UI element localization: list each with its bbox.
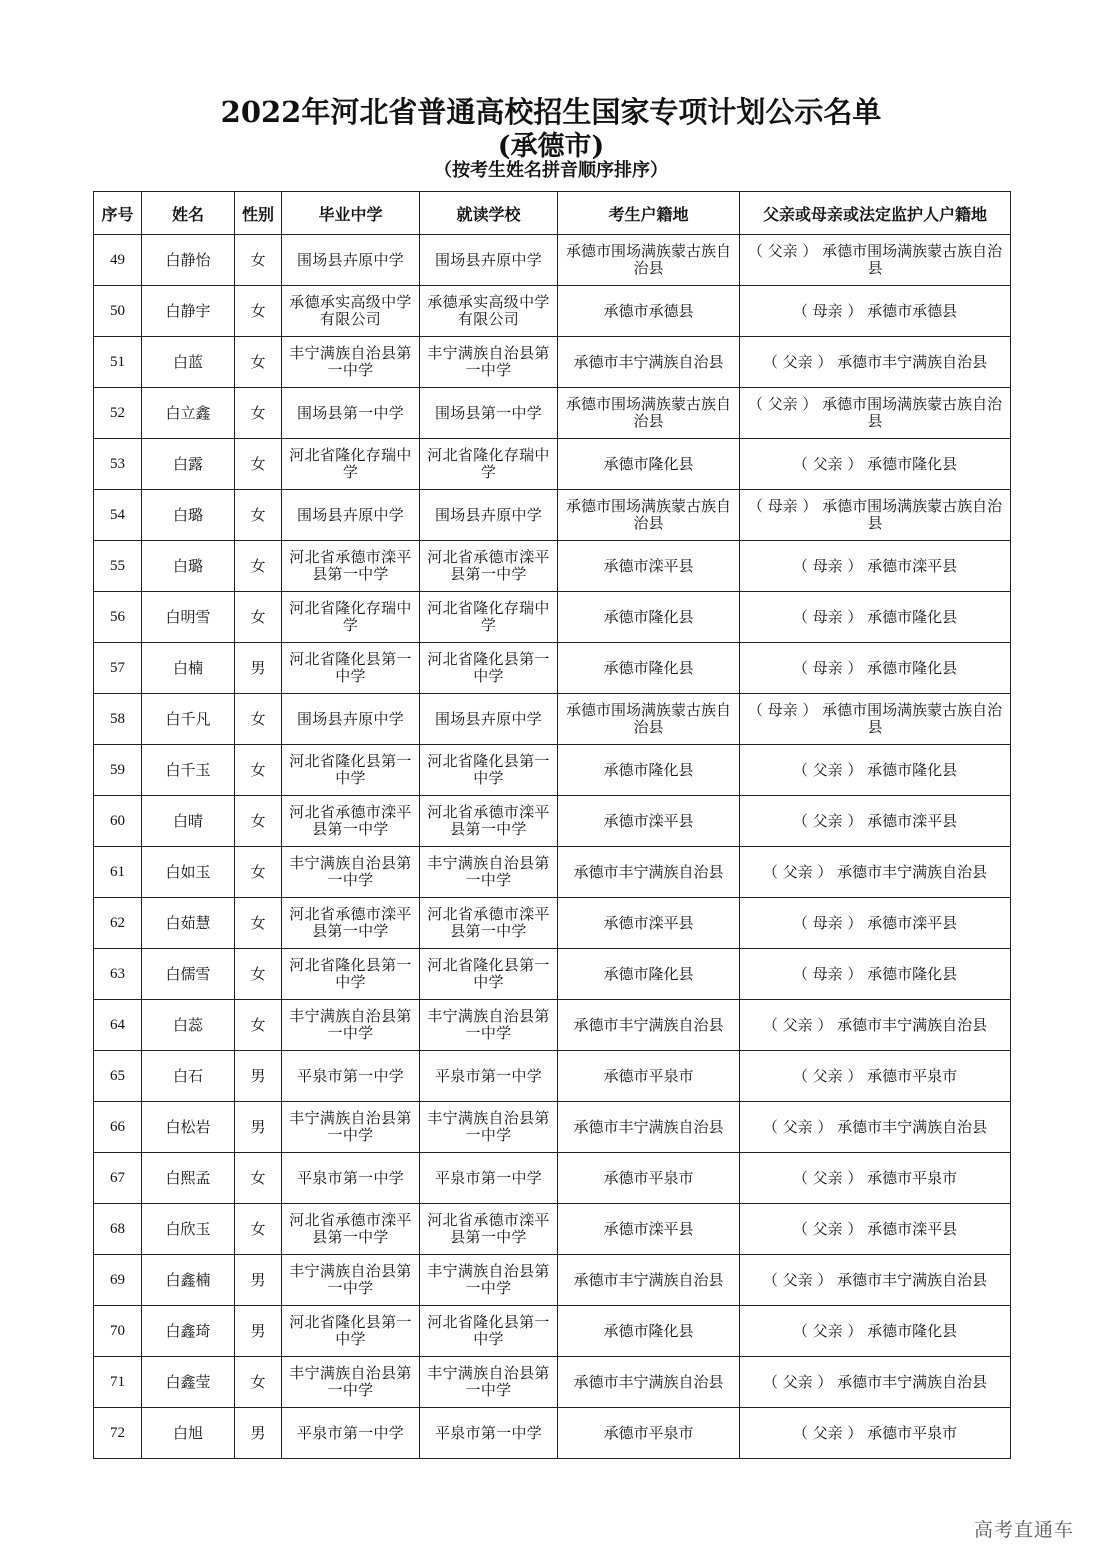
graduation-school-cell: 丰宁满族自治县第一中学 (282, 337, 420, 388)
graduation-school-cell: 平泉市第一中学 (282, 1408, 420, 1459)
guardian-residence-cell: （ 父亲 ） 承德市围场满族蒙古族自治县 (740, 235, 1011, 286)
guardian-residence-cell: （ 父亲 ） 承德市丰宁满族自治县 (740, 1102, 1011, 1153)
student-residence-cell: 承德市隆化县 (558, 439, 740, 490)
graduation-school-cell: 平泉市第一中学 (282, 1051, 420, 1102)
gender-cell: 男 (235, 1408, 282, 1459)
table-row (94, 1204, 1011, 1255)
seq-cell: 65 (94, 1051, 142, 1102)
current-school-cell: 围场县卉原中学 (420, 694, 558, 745)
gender-cell: 女 (235, 1204, 282, 1255)
col-header-guardian-residence: 父亲或母亲或法定监护人户籍地 (740, 192, 1011, 235)
watermark-text: 高考直通车 (973, 1519, 1074, 1541)
guardian-residence-cell: （ 母亲 ） 承德市滦平县 (740, 541, 1011, 592)
name-cell: 白儒雪 (142, 949, 235, 1000)
current-school-cell: 围场县卉原中学 (420, 235, 558, 286)
current-school-cell: 平泉市第一中学 (420, 1153, 558, 1204)
guardian-residence-cell: （ 父亲 ） 承德市丰宁满族自治县 (740, 847, 1011, 898)
graduation-school-cell: 河北省承德市滦平县第一中学 (282, 898, 420, 949)
graduation-school-cell: 河北省承德市滦平县第一中学 (282, 796, 420, 847)
graduation-school-cell: 围场县卉原中学 (282, 235, 420, 286)
seq-cell: 67 (94, 1153, 142, 1204)
name-cell: 白千凡 (142, 694, 235, 745)
student-residence-cell: 承德市丰宁满族自治县 (558, 1255, 740, 1306)
guardian-residence-cell: （ 母亲 ） 承德市隆化县 (740, 643, 1011, 694)
current-school-cell: 河北省隆化存瑞中学 (420, 592, 558, 643)
seq-cell: 53 (94, 439, 142, 490)
gender-cell: 女 (235, 796, 282, 847)
name-cell: 白鑫琦 (142, 1306, 235, 1357)
guardian-residence-cell: （ 母亲 ） 承德市承德县 (740, 286, 1011, 337)
current-school-cell: 河北省隆化存瑞中学 (420, 439, 558, 490)
current-school-cell: 丰宁满族自治县第一中学 (420, 847, 558, 898)
gender-cell: 女 (235, 286, 282, 337)
guardian-residence-cell: （ 母亲 ） 承德市围场满族蒙古族自治县 (740, 490, 1011, 541)
gender-cell: 女 (235, 439, 282, 490)
graduation-school-cell: 河北省承德市滦平县第一中学 (282, 1204, 420, 1255)
seq-cell: 62 (94, 898, 142, 949)
graduation-school-cell: 丰宁满族自治县第一中学 (282, 1357, 420, 1408)
student-residence-cell: 承德市平泉市 (558, 1153, 740, 1204)
table-row (94, 1051, 1011, 1102)
current-school-cell: 河北省隆化县第一中学 (420, 1306, 558, 1357)
table-row (94, 1357, 1011, 1408)
seq-cell: 63 (94, 949, 142, 1000)
current-school-cell: 丰宁满族自治县第一中学 (420, 1000, 558, 1051)
graduation-school-cell: 平泉市第一中学 (282, 1153, 420, 1204)
guardian-residence-cell: （ 父亲 ） 承德市围场满族蒙古族自治县 (740, 388, 1011, 439)
table-row (94, 898, 1011, 949)
name-cell: 白静宇 (142, 286, 235, 337)
current-school-cell: 河北省承德市滦平县第一中学 (420, 541, 558, 592)
guardian-residence-cell: （ 母亲 ） 承德市隆化县 (740, 592, 1011, 643)
name-cell: 白石 (142, 1051, 235, 1102)
guardian-residence-cell: （ 母亲 ） 承德市围场满族蒙古族自治县 (740, 694, 1011, 745)
current-school-cell: 河北省隆化县第一中学 (420, 745, 558, 796)
student-residence-cell: 承德市围场满族蒙古族自治县 (558, 235, 740, 286)
current-school-cell: 平泉市第一中学 (420, 1051, 558, 1102)
seq-cell: 49 (94, 235, 142, 286)
name-cell: 白旭 (142, 1408, 235, 1459)
table-row (94, 1153, 1011, 1204)
table-row (94, 847, 1011, 898)
gender-cell: 女 (235, 1000, 282, 1051)
seq-cell: 59 (94, 745, 142, 796)
name-cell: 白松岩 (142, 1102, 235, 1153)
gender-cell: 女 (235, 898, 282, 949)
table-row (94, 694, 1011, 745)
gender-cell: 女 (235, 1357, 282, 1408)
graduation-school-cell: 河北省隆化存瑞中学 (282, 592, 420, 643)
seq-cell: 64 (94, 1000, 142, 1051)
graduation-school-cell: 河北省隆化县第一中学 (282, 1306, 420, 1357)
table-row (94, 1000, 1011, 1051)
table-row (94, 592, 1011, 643)
graduation-school-cell: 河北省隆化县第一中学 (282, 949, 420, 1000)
seq-cell: 56 (94, 592, 142, 643)
table-row (94, 1306, 1011, 1357)
guardian-residence-cell: （ 父亲 ） 承德市丰宁满族自治县 (740, 337, 1011, 388)
gender-cell: 男 (235, 1102, 282, 1153)
student-residence-cell: 承德市滦平县 (558, 796, 740, 847)
name-cell: 白茹慧 (142, 898, 235, 949)
graduation-school-cell: 丰宁满族自治县第一中学 (282, 1102, 420, 1153)
table-row (94, 643, 1011, 694)
guardian-residence-cell: （ 父亲 ） 承德市滦平县 (740, 1204, 1011, 1255)
seq-cell: 71 (94, 1357, 142, 1408)
student-residence-cell: 承德市隆化县 (558, 1306, 740, 1357)
name-cell: 白蕊 (142, 1000, 235, 1051)
table-row (94, 949, 1011, 1000)
name-cell: 白千玉 (142, 745, 235, 796)
table-row (94, 439, 1011, 490)
current-school-cell: 围场县第一中学 (420, 388, 558, 439)
name-cell: 白明雪 (142, 592, 235, 643)
gender-cell: 男 (235, 1306, 282, 1357)
student-residence-cell: 承德市平泉市 (558, 1051, 740, 1102)
name-cell: 白璐 (142, 490, 235, 541)
graduation-school-cell: 河北省隆化存瑞中学 (282, 439, 420, 490)
graduation-school-cell: 围场县第一中学 (282, 388, 420, 439)
graduation-school-cell: 围场县卉原中学 (282, 694, 420, 745)
table-row (94, 388, 1011, 439)
roster-table (93, 191, 1011, 1459)
current-school-cell: 河北省承德市滦平县第一中学 (420, 898, 558, 949)
student-residence-cell: 承德市隆化县 (558, 643, 740, 694)
student-residence-cell: 承德市平泉市 (558, 1408, 740, 1459)
seq-cell: 58 (94, 694, 142, 745)
guardian-residence-cell: （ 父亲 ） 承德市丰宁满族自治县 (740, 1255, 1011, 1306)
col-header-student-residence: 考生户籍地 (558, 192, 740, 235)
guardian-residence-cell: （ 父亲 ） 承德市隆化县 (740, 745, 1011, 796)
seq-cell: 51 (94, 337, 142, 388)
guardian-residence-cell: （ 父亲 ） 承德市隆化县 (740, 1306, 1011, 1357)
gender-cell: 女 (235, 694, 282, 745)
guardian-residence-cell: （ 父亲 ） 承德市平泉市 (740, 1408, 1011, 1459)
current-school-cell: 围场县卉原中学 (420, 490, 558, 541)
graduation-school-cell: 丰宁满族自治县第一中学 (282, 847, 420, 898)
name-cell: 白露 (142, 439, 235, 490)
col-header-gender: 性别 (235, 192, 282, 235)
student-residence-cell: 承德市丰宁满族自治县 (558, 847, 740, 898)
student-residence-cell: 承德市滦平县 (558, 1204, 740, 1255)
student-residence-cell: 承德市围场满族蒙古族自治县 (558, 694, 740, 745)
student-residence-cell: 承德市丰宁满族自治县 (558, 1000, 740, 1051)
student-residence-cell: 承德市围场满族蒙古族自治县 (558, 490, 740, 541)
graduation-school-cell: 河北省承德市滦平县第一中学 (282, 541, 420, 592)
page-title: 2022年河北省普通高校招生国家专项计划公示名单 (220, 95, 882, 129)
seq-cell: 69 (94, 1255, 142, 1306)
name-cell: 白静怡 (142, 235, 235, 286)
gender-cell: 男 (235, 1255, 282, 1306)
table-row (94, 1255, 1011, 1306)
page-subtitle: (承德市) (497, 131, 605, 162)
student-residence-cell: 承德市丰宁满族自治县 (558, 1102, 740, 1153)
col-header-current-school: 就读学校 (420, 192, 558, 235)
gender-cell: 女 (235, 949, 282, 1000)
gender-cell: 男 (235, 643, 282, 694)
table-row (94, 1102, 1011, 1153)
student-residence-cell: 承德市承德县 (558, 286, 740, 337)
gender-cell: 女 (235, 490, 282, 541)
gender-cell: 男 (235, 1051, 282, 1102)
current-school-cell: 丰宁满族自治县第一中学 (420, 1255, 558, 1306)
current-school-cell: 丰宁满族自治县第一中学 (420, 1357, 558, 1408)
col-header-graduation-school: 毕业中学 (282, 192, 420, 235)
current-school-cell: 河北省承德市滦平县第一中学 (420, 1204, 558, 1255)
student-residence-cell: 承德市围场满族蒙古族自治县 (558, 388, 740, 439)
guardian-residence-cell: （ 父亲 ） 承德市滦平县 (740, 796, 1011, 847)
name-cell: 白楠 (142, 643, 235, 694)
name-cell: 白立鑫 (142, 388, 235, 439)
current-school-cell: 河北省隆化县第一中学 (420, 949, 558, 1000)
current-school-cell: 河北省隆化县第一中学 (420, 643, 558, 694)
gender-cell: 女 (235, 541, 282, 592)
table-row (94, 286, 1011, 337)
gender-cell: 女 (235, 847, 282, 898)
seq-cell: 52 (94, 388, 142, 439)
name-cell: 白熙孟 (142, 1153, 235, 1204)
guardian-residence-cell: （ 父亲 ） 承德市平泉市 (740, 1153, 1011, 1204)
current-school-cell: 丰宁满族自治县第一中学 (420, 1102, 558, 1153)
gender-cell: 女 (235, 337, 282, 388)
name-cell: 白璐 (142, 541, 235, 592)
seq-cell: 61 (94, 847, 142, 898)
guardian-residence-cell: （ 父亲 ） 承德市隆化县 (740, 439, 1011, 490)
student-residence-cell: 承德市隆化县 (558, 592, 740, 643)
seq-cell: 55 (94, 541, 142, 592)
graduation-school-cell: 河北省隆化县第一中学 (282, 643, 420, 694)
gender-cell: 女 (235, 592, 282, 643)
gender-cell: 女 (235, 235, 282, 286)
table-row (94, 541, 1011, 592)
graduation-school-cell: 围场县卉原中学 (282, 490, 420, 541)
col-header-seq: 序号 (94, 192, 142, 235)
seq-cell: 68 (94, 1204, 142, 1255)
col-header-name: 姓名 (142, 192, 235, 235)
gender-cell: 女 (235, 745, 282, 796)
current-school-cell: 承德承实高级中学有限公司 (420, 286, 558, 337)
student-residence-cell: 承德市丰宁满族自治县 (558, 337, 740, 388)
current-school-cell: 平泉市第一中学 (420, 1408, 558, 1459)
student-residence-cell: 承德市滦平县 (558, 898, 740, 949)
table-row (94, 235, 1011, 286)
seq-cell: 54 (94, 490, 142, 541)
table-row (94, 490, 1011, 541)
graduation-school-cell: 承德承实高级中学有限公司 (282, 286, 420, 337)
student-residence-cell: 承德市滦平县 (558, 541, 740, 592)
seq-cell: 66 (94, 1102, 142, 1153)
name-cell: 白鑫莹 (142, 1357, 235, 1408)
guardian-residence-cell: （ 父亲 ） 承德市平泉市 (740, 1051, 1011, 1102)
guardian-residence-cell: （ 母亲 ） 承德市滦平县 (740, 898, 1011, 949)
student-residence-cell: 承德市丰宁满族自治县 (558, 1357, 740, 1408)
graduation-school-cell: 河北省隆化县第一中学 (282, 745, 420, 796)
student-residence-cell: 承德市隆化县 (558, 949, 740, 1000)
guardian-residence-cell: （ 父亲 ） 承德市丰宁满族自治县 (740, 1000, 1011, 1051)
graduation-school-cell: 丰宁满族自治县第一中学 (282, 1000, 420, 1051)
name-cell: 白鑫楠 (142, 1255, 235, 1306)
seq-cell: 50 (94, 286, 142, 337)
table-row (94, 745, 1011, 796)
current-school-cell: 河北省承德市滦平县第一中学 (420, 796, 558, 847)
table-row (94, 337, 1011, 388)
student-residence-cell: 承德市隆化县 (558, 745, 740, 796)
guardian-residence-cell: （ 父亲 ） 承德市丰宁满族自治县 (740, 1357, 1011, 1408)
sort-note: （按考生姓名拼音顺序排序） (434, 160, 668, 181)
seq-cell: 70 (94, 1306, 142, 1357)
gender-cell: 女 (235, 388, 282, 439)
gender-cell: 女 (235, 1153, 282, 1204)
guardian-residence-cell: （ 母亲 ） 承德市隆化县 (740, 949, 1011, 1000)
name-cell: 白如玉 (142, 847, 235, 898)
graduation-school-cell: 丰宁满族自治县第一中学 (282, 1255, 420, 1306)
table-header-row (94, 192, 1011, 235)
table-row (94, 796, 1011, 847)
seq-cell: 60 (94, 796, 142, 847)
current-school-cell: 丰宁满族自治县第一中学 (420, 337, 558, 388)
name-cell: 白晴 (142, 796, 235, 847)
name-cell: 白欣玉 (142, 1204, 235, 1255)
name-cell: 白蓝 (142, 337, 235, 388)
table-row (94, 1408, 1011, 1459)
seq-cell: 72 (94, 1408, 142, 1459)
seq-cell: 57 (94, 643, 142, 694)
